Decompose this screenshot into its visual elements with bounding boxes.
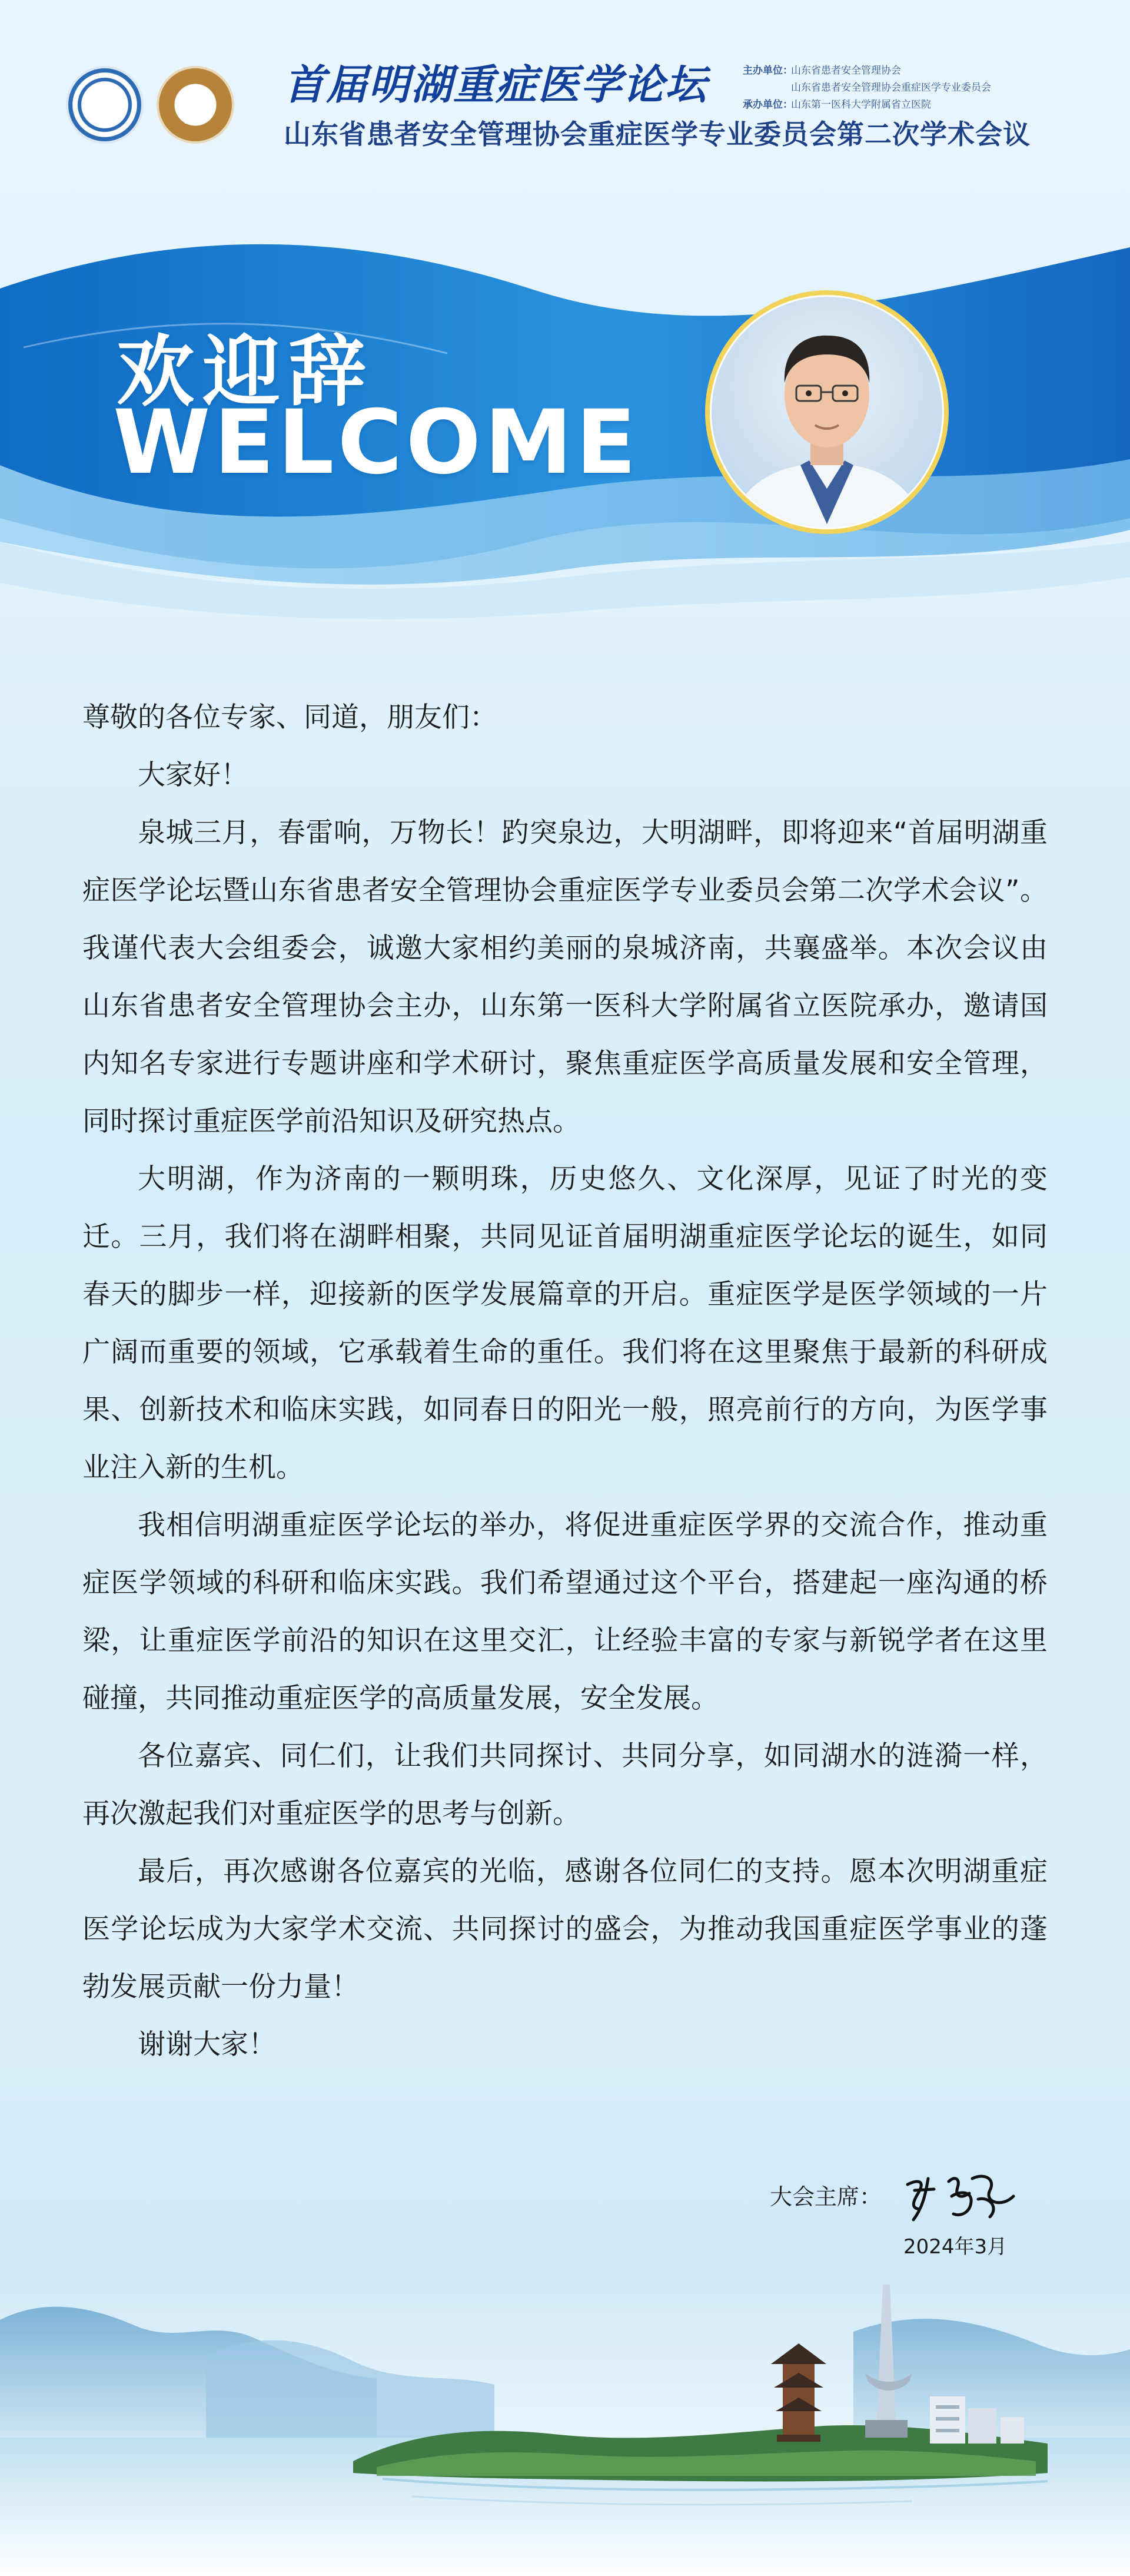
signer-label: 大会主席：: [770, 2184, 882, 2210]
hospital-logo-year: 1897: [184, 117, 207, 126]
letter-paragraph: 各位嘉宾、同仁们，让我们共同探讨、共同分享，如同湖水的涟漪一样，再次激起我们对重症医学的思考与创新。: [82, 1740, 1048, 1830]
letter-paragraph: 最后，再次感谢各位嘉宾的光临，感谢各位同仁的支持。愿本次明湖重症医学论坛成为大家学术交流、共同探讨的盛会，为推动我国重症医学事业的蓬勃发展贡献一份力量！: [82, 1855, 1048, 2003]
host-label: 主办单位：: [743, 65, 793, 77]
letter-paragraph: 泉城三月，春雷响，万物长！趵突泉边，大明湖畔，即将迎来“首届明湖重症医学论坛暨山东省患者安全管理协会重症医学专业委员会第二次学术会议”。我谨代表大会组委会，诚邀大家相约美丽的泉城济南，共襄盛举。本次会议由山东省患者安全管理协会主办，山东第一医科大学附属省立医院承办，邀请国内知名专家进行专题讲座和学术研讨，聚焦重症医学高质量发展和安全管理，同时探讨重症医学前沿知识及研究热点。: [82, 817, 1048, 1138]
host-name-2: 山东省患者安全管理协会重症医学专业委员会: [791, 82, 991, 94]
welcome-heading-en: WELCOME: [113, 392, 640, 494]
handwritten-signature: [902, 2167, 1019, 2226]
letter-paragraph: 大明湖，作为济南的一颗明珠，历史悠久、文化深厚，见证了时光的变迁。三月，我们将在湖畔相聚，共同见证首届明湖重症医学论坛的诞生，如同春天的脚步一样，迎接新的医学发展篇章的开启。重症医学是医学领域的一片广阔而重要的领域，它承载着生命的重任。我们将在这里聚焦于最新的科研成果、创新技术和临床实践，如同春日的阳光一般，照亮前行的方向，为医学事业注入新的生机。: [82, 1163, 1048, 1484]
forum-title: 首届明湖重症医学论坛: [284, 61, 707, 109]
header: [0, 0, 1130, 177]
conference-subtitle: 山东省患者安全管理协会重症医学专业委员会第二次学术会议: [284, 118, 1031, 150]
letter-date: 2024年3月: [903, 2235, 1008, 2259]
host-name-1: 山东省患者安全管理协会: [791, 65, 901, 77]
letter-paragraph: 谢谢大家！: [138, 2028, 276, 2061]
organizer-label: 承办单位：: [743, 99, 793, 111]
organizer-line: [743, 97, 991, 114]
host-line-2: [743, 79, 991, 97]
chairman-portrait: [703, 289, 950, 536]
letter-greeting: 尊敬的各位专家、同道，朋友们：: [82, 701, 497, 734]
hospital-logo: [157, 66, 234, 144]
daming-lake-landscape: [0, 2285, 1130, 2576]
association-logo: [66, 66, 144, 144]
letter-paragraph: 大家好！: [138, 759, 248, 791]
organizer-name: 山东第一医科大学附属省立医院: [791, 99, 931, 111]
letter-paragraph: 我相信明湖重症医学论坛的举办，将促进重症医学界的交流合作，推动重症医学领域的科研和临床实践。我们希望通过这个平台，搭建起一座沟通的桥梁，让重症医学前沿的知识在这里交汇，让经验丰富的专家与新锐学者在这里碰撞，共同推动重症医学的高质量发展，安全发展。: [82, 1509, 1048, 1715]
welcome-letter: [82, 689, 1048, 2074]
welcome-heading-cn: 欢迎辞: [117, 327, 374, 417]
sponsor-info: [743, 62, 991, 114]
host-line-1: [743, 62, 991, 79]
